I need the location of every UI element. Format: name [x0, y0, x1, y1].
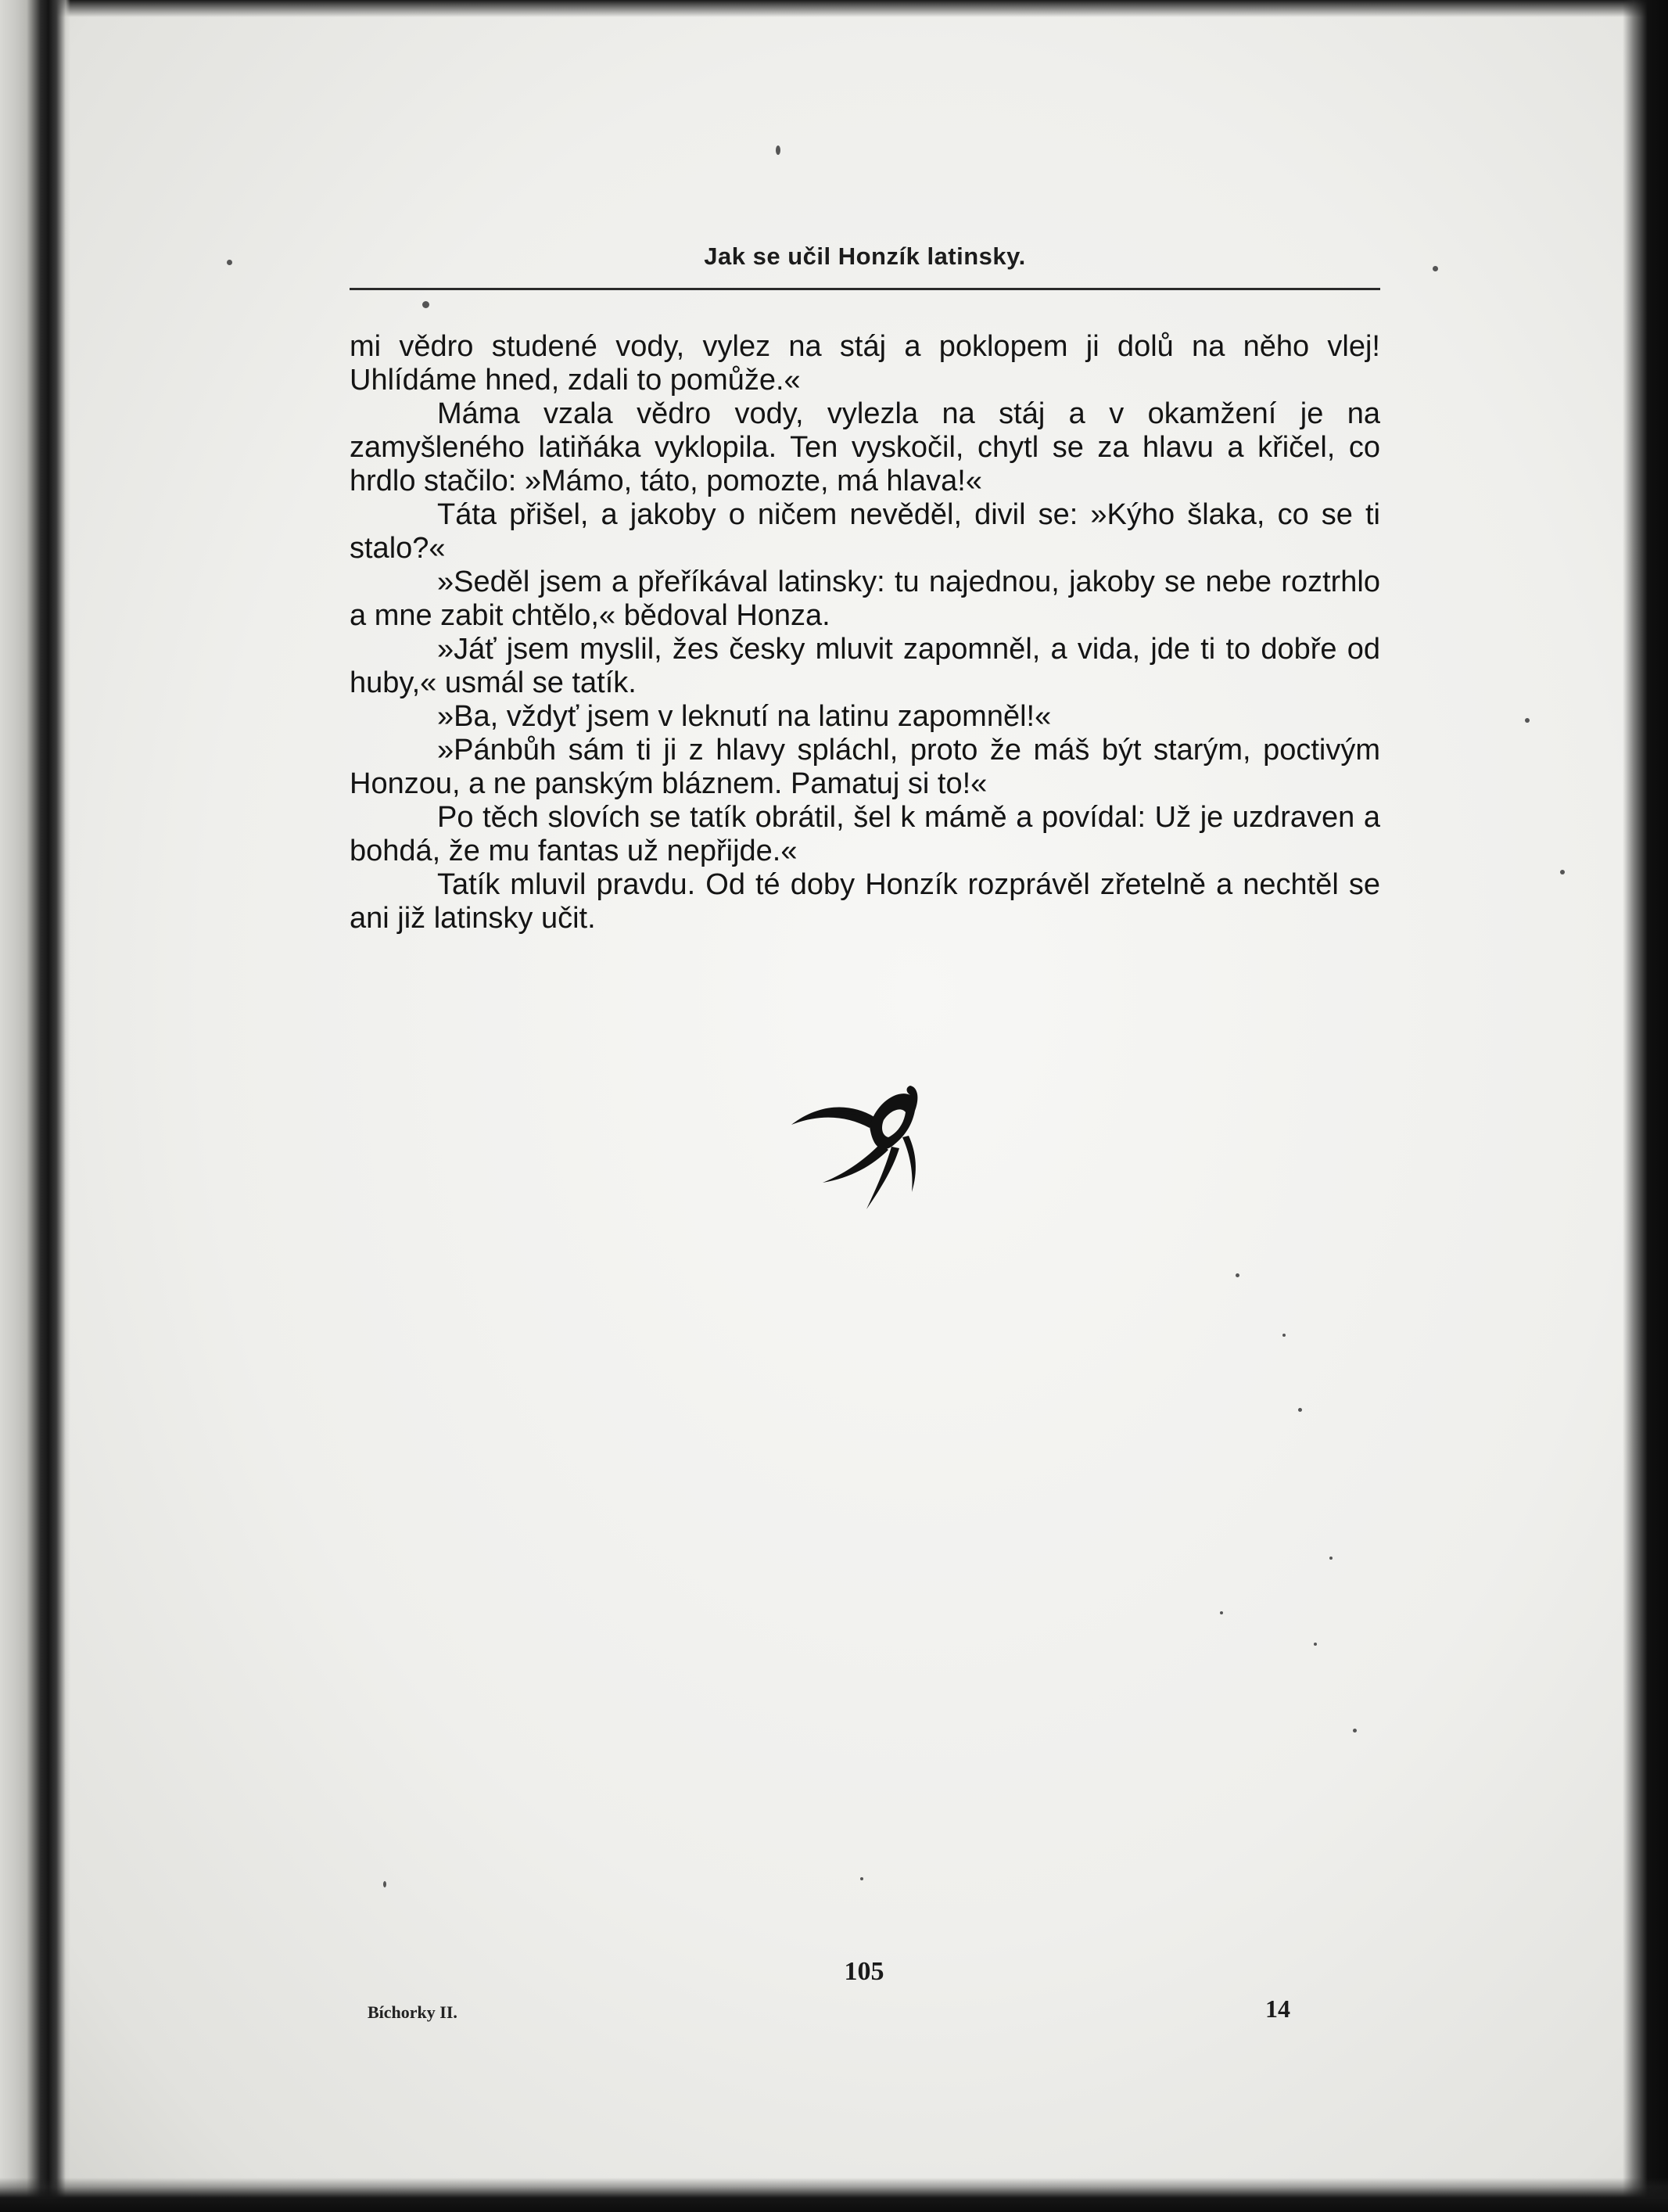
paragraph: »Jáť jsem myslil, žes česky mluvit zapomněl, a vida, jde ti to dobře od huby,« usmál se tatík.: [350, 633, 1380, 699]
speck: [1282, 1334, 1286, 1337]
paragraph: Tatík mluvil pravdu. Od té doby Honzík rozprávěl zřetelně a nechtěl se ani již latinsky učit.: [350, 868, 1380, 935]
speck: [776, 145, 780, 155]
paragraph: »Ba, vždyť jsem v leknutí na latinu zapomněl!«: [437, 700, 1052, 733]
scan-edge-right: [1623, 0, 1668, 2212]
printer-signature: Bíchorky II.: [368, 2002, 457, 2022]
speck: [1314, 1643, 1317, 1646]
speck: [1525, 718, 1530, 723]
paragraph: Táta přišel, a jakoby o ničem nevěděl, divil se: »Kýho šlaka, co se ti stalo?«: [350, 498, 1380, 565]
speck: [422, 301, 429, 308]
scan-edge-bottom: [0, 2178, 1668, 2212]
speck: [1298, 1408, 1302, 1412]
paragraph: »Seděl jsem a přeříkával latinsky: tu najednou, jakoby se nebe roztrhlo a mne zabit chtělo,« bědoval Honza.: [350, 566, 1380, 632]
paragraph: Máma vzala vědro vody, vylezla na stáj a v okamžení je na zamyšleného latiňáka vyklopila. Ten vyskočil, chytl se za hlavu a křičel, co hrdlo stačilo: »Mámo, táto, pomozte, má hlava!«: [350, 397, 1380, 497]
paragraph: mi vědro studené vody, vylez na stáj a poklopem ji dolů na něho vlej! Uhlídáme hned, zdali to pomůže.«: [350, 330, 1380, 397]
speck: [1560, 870, 1565, 874]
speck: [1220, 1611, 1223, 1614]
speck: [227, 260, 232, 265]
running-title: Jak se učil Honzík latinsky.: [704, 242, 1026, 270]
body-text: [350, 330, 1380, 935]
header-rule: [350, 288, 1380, 290]
scan-edge-left: [0, 0, 70, 2212]
speck: [1329, 1557, 1333, 1560]
speck: [1236, 1273, 1239, 1277]
sheet-signature: 14: [1265, 1995, 1290, 2023]
speck: [1353, 1729, 1357, 1733]
swallow-icon: [788, 1072, 945, 1212]
paragraph: Po těch slovích se tatík obrátil, šel k mámě a povídal: Už je uzdraven a bohdá, že mu fantas už nepřijde.«: [350, 801, 1380, 867]
page-number: 105: [844, 1957, 884, 1986]
speck: [383, 1881, 386, 1887]
paragraph: »Pánbůh sám ti ji z hlavy spláchl, proto že máš být starým, poctivým Honzou, a ne panským bláznem. Pamatuj si to!«: [350, 734, 1380, 800]
speck: [1433, 266, 1438, 271]
scan-edge-top: [0, 0, 1668, 17]
speck: [860, 1877, 863, 1880]
